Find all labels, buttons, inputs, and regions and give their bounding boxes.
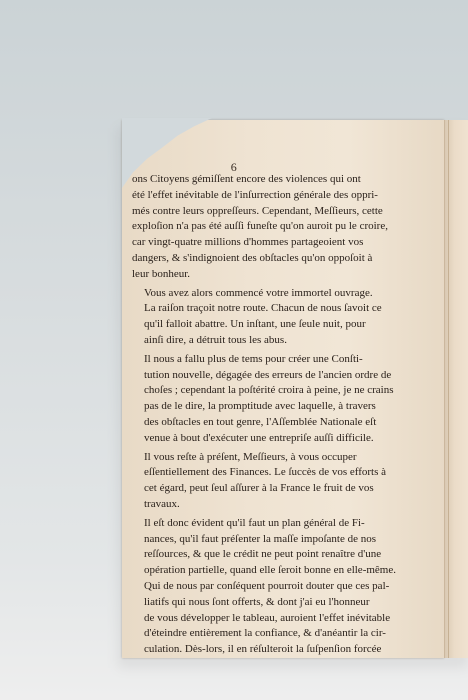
text-line: d'éteindre entièrement la confiance, & d'anéantir la cir- xyxy=(144,627,386,640)
text-line: venue à bout d'exécuter une entrepriſe auſſi difficile. xyxy=(144,431,374,444)
text-line: eſſentiellement des Finances. Le ſuccès de vos efforts à xyxy=(144,466,387,479)
text-line: choſes ; cependant la poſtérité croira à peine, je ne crains xyxy=(144,384,394,397)
paragraph-1 xyxy=(132,172,388,283)
paragraph-2 xyxy=(132,286,388,349)
page-text xyxy=(132,172,396,661)
paragraph-3 xyxy=(132,352,394,447)
page-gutter-line xyxy=(448,120,449,658)
page-number: 6 xyxy=(230,160,238,174)
text-line: leur bonheur. xyxy=(132,267,191,280)
text-line: Qui de nous par conſéquent pourroit douter que ces pal- xyxy=(144,579,390,592)
text-line: nances, qu'il faut préſenter la maſſe impoſante de nos xyxy=(144,532,376,545)
text-line: ainſi dire, a détruit tous les abus. xyxy=(144,333,287,346)
text-line: qu'il falloit abattre. Un inſtant, une ſeule nuit, pour xyxy=(144,318,366,331)
text-line: liatifs qui nous ſont offerts, & dont j'ai eu l'honneur xyxy=(144,595,370,608)
text-line: opération partielle, quand elle ſeroit bonne en elle-même. xyxy=(144,564,396,577)
text-line: pas de le dire, la promptitude avec laquelle, à travers xyxy=(144,400,376,413)
text-line: des obſtacles en tout genre, l'Aſſemblée Nationale eſt xyxy=(144,415,377,428)
text-line: travaux. xyxy=(144,497,180,510)
text-line: reſſources, & que le crédit ne peut point renaître d'une xyxy=(144,548,382,561)
text-line: culation. Dès-lors, il en réſulteroit la ſuſpenſion forcée xyxy=(144,643,382,656)
text-line: més contre leurs oppreſſeurs. Cependant, Meſſieurs, cette xyxy=(132,204,383,217)
paragraph-4 xyxy=(132,450,388,513)
text-line: Il vous reſte à préſent, Meſſieurs, à vous occuper xyxy=(144,450,357,463)
text-line: dangers, & s'indignoient des obſtacles qu'on oppoſoit à xyxy=(132,251,373,264)
text-line: été l'effet inévitable de l'inſurrection générale des oppri- xyxy=(132,188,378,201)
text-line: ons Citoyens gémiſſent encore des violences qui ont xyxy=(132,173,361,185)
paragraph-5 xyxy=(132,516,396,658)
text-line: de vous développer le tableau, auroient l'effet inévitable xyxy=(144,611,391,624)
text-line: La raiſon traçoit notre route. Chacun de nous ſavoit ce xyxy=(144,302,382,315)
text-line: Vous avez alors commencé votre immortel ouvrage. xyxy=(144,286,373,299)
text-line: tution nouvelle, dégagée des erreurs de l'ancien ordre de xyxy=(144,368,392,381)
text-line: cet égard, peut ſeul aſſurer à la France le fruit de vos xyxy=(144,482,374,495)
text-line: Il nous a fallu plus de tems pour créer une Conſti- xyxy=(144,352,363,365)
text-line: Il eſt donc évident qu'il faut un plan général de Fi- xyxy=(144,516,365,529)
text-line: car vingt-quatre millions d'hommes partageoient vos xyxy=(132,236,364,249)
text-line: exploſion n'a pas été auſſi funeſte qu'on auroit pu le croire, xyxy=(132,220,388,233)
